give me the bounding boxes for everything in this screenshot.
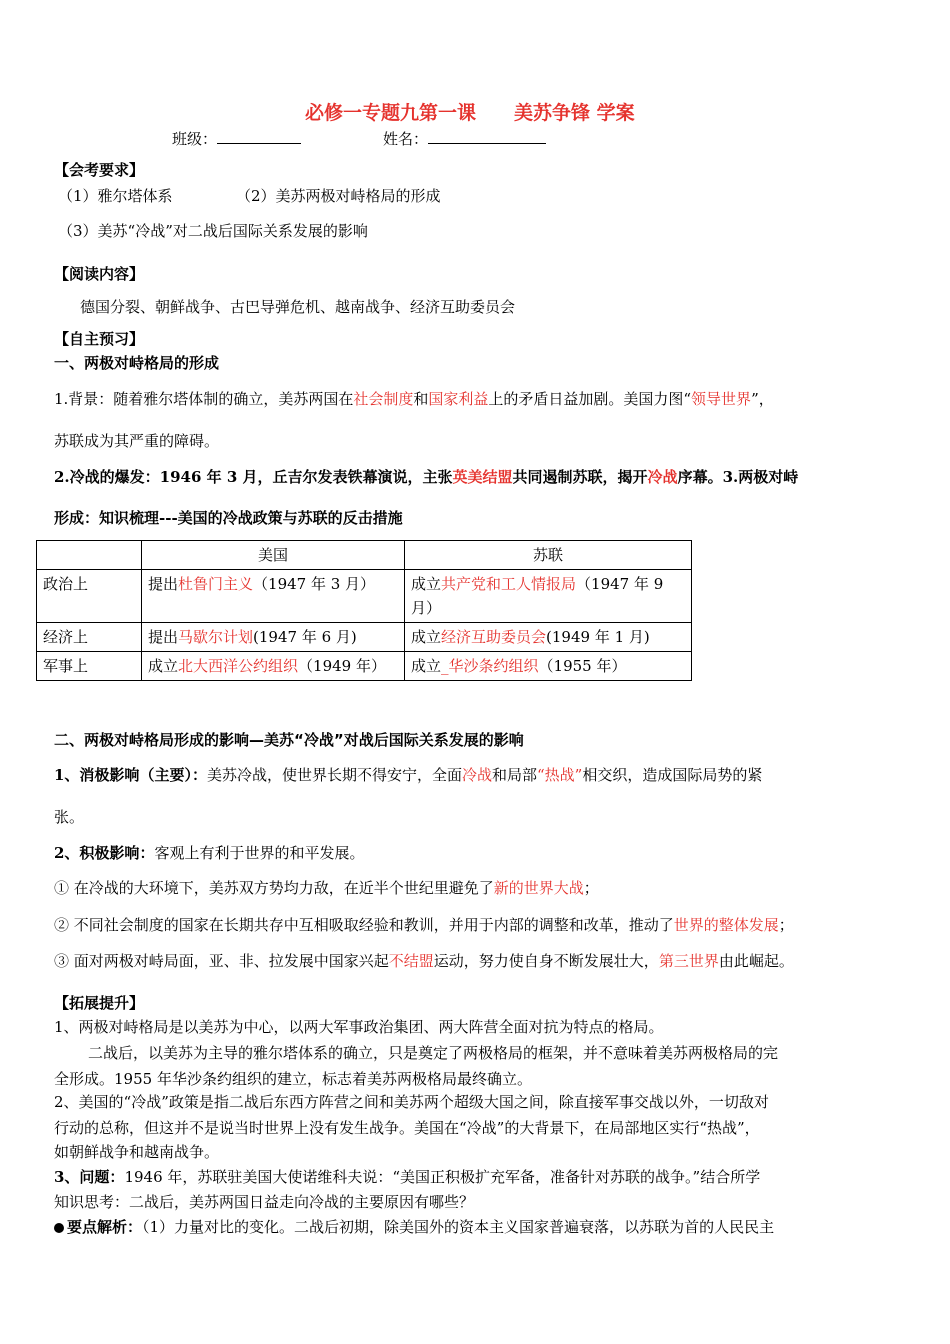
name-label: 姓名： bbox=[383, 130, 429, 148]
table-row bbox=[37, 652, 692, 681]
extend-line: 行动的总称，但这并不是说当时世界上没有发生战争。美国在“冷战”的大背景下，在局部地区实行“热战”， bbox=[54, 1119, 760, 1137]
extend-heading: 【拓展提升】 bbox=[54, 994, 145, 1012]
key-points-line: 要点解析：（1）力量对比的变化。二战后初期，除美国外的资本主义国家普遍衰落，以苏联为首的人民民主 bbox=[54, 1216, 774, 1237]
su-cell: 成立经济互助委员会(1949 年 1 月) bbox=[405, 623, 692, 652]
negative-impact-line2: 张。 bbox=[54, 808, 85, 826]
background-paragraph: 1.背景：随着雅尔塔体制的确立，美苏两国在社会制度和国家利益上的矛盾日益加剧。美国力图“领导世界”， bbox=[54, 390, 774, 408]
extend-line: 1、两极对峙格局是以美苏为中心，以两大军事政治集团、两大阵营全面对抗为特点的格局。 bbox=[54, 1018, 664, 1036]
class-blank[interactable] bbox=[217, 129, 301, 144]
positive-point-3: ③ 面对两极对峙局面，亚、非、拉发展中国家兴起不结盟运动，努力使自身不断发展壮大，第三世界由此崛起。 bbox=[54, 952, 794, 970]
class-field bbox=[172, 128, 301, 149]
bullet-icon bbox=[54, 1223, 64, 1233]
us-cell: 提出杜鲁门主义（1947 年 3 月） bbox=[142, 570, 405, 623]
reading-heading: 【阅读内容】 bbox=[54, 265, 145, 283]
positive-impact-line: 2、积极影响：客观上有利于世界的和平发展。 bbox=[54, 844, 365, 862]
formation-line: 形成：知识梳理---美国的冷战政策与苏联的反击措施 bbox=[54, 509, 403, 527]
positive-point-2: ② 不同社会制度的国家在长期共存中互相吸取经验和教训，并用于内部的调整和改革，推动了世界的整体发展； bbox=[54, 916, 794, 934]
question-line: 3、问题：1946 年，苏联驻美国大使诺维科夫说：“美国正积极扩充军备，准备针对苏联的战争。”结合所学 bbox=[54, 1168, 761, 1186]
extend-line: 2、美国的“冷战”政策是指二战后东西方阵营之间和美苏两个超级大国之间，除直接军事交战以外，一切敌对 bbox=[54, 1093, 769, 1111]
exam-item-1: （1）雅尔塔体系 bbox=[58, 187, 173, 205]
name-blank[interactable] bbox=[428, 129, 546, 144]
extend-line: 如朝鲜战争和越南战争。 bbox=[54, 1143, 220, 1161]
name-field bbox=[383, 128, 546, 149]
header-us: 美国 bbox=[142, 541, 405, 570]
extend-line: 全形成。1955 年华沙条约组织的建立，标志着美苏两极格局最终确立。 bbox=[54, 1070, 532, 1088]
section-2-title: 二、两极对峙格局形成的影响—美苏“冷战”对战后国际关系发展的影响 bbox=[54, 731, 524, 749]
negative-impact-paragraph: 1、消极影响（主要）：美苏冷战，使世界长期不得安宁，全面冷战和局部“热战”相交织，造成国际局势的紧 bbox=[54, 766, 763, 784]
policy-comparison-table bbox=[36, 540, 692, 681]
table-row bbox=[37, 570, 692, 623]
header-su: 苏联 bbox=[405, 541, 692, 570]
table-row bbox=[37, 623, 692, 652]
exam-heading: 【会考要求】 bbox=[54, 161, 145, 179]
background-paragraph-line2: 苏联成为其严重的障碍。 bbox=[54, 432, 220, 450]
class-label: 班级： bbox=[172, 130, 218, 148]
cold-war-outbreak-paragraph: 2.冷战的爆发：1946 年 3 月，丘吉尔发表铁幕演说，主张英美结盟共同遏制苏联，揭开冷战序幕。3.两极对峙 bbox=[54, 468, 799, 486]
su-cell: 成立_华沙条约组织（1955 年） bbox=[405, 652, 692, 681]
exam-item-3: （3）美苏“冷战”对二战后国际关系发展的影响 bbox=[58, 222, 368, 240]
question-line-2: 知识思考：二战后，美苏两国日益走向冷战的主要原因有哪些？ bbox=[54, 1193, 475, 1211]
table-header-row bbox=[37, 541, 692, 570]
us-cell: 提出马歇尔计划(1947 年 6 月) bbox=[142, 623, 405, 652]
reading-text: 德国分裂、朝鲜战争、古巴导弹危机、越南战争、经济互助委员会 bbox=[80, 298, 516, 316]
row-label: 政治上 bbox=[37, 570, 142, 623]
positive-point-1: ① 在冷战的大环境下，美苏双方势均力敌，在近半个世纪里避免了新的世界大战； bbox=[54, 879, 599, 897]
exam-item-2: （2）美苏两极对峙格局的形成 bbox=[236, 187, 441, 205]
su-cell: 成立共产党和工人情报局（1947 年 9 月） bbox=[405, 570, 692, 623]
section-1-title: 一、两极对峙格局的形成 bbox=[54, 354, 220, 372]
row-label: 军事上 bbox=[37, 652, 142, 681]
preview-heading: 【自主预习】 bbox=[54, 330, 145, 348]
us-cell: 成立北大西洋公约组织（1949 年） bbox=[142, 652, 405, 681]
row-label: 经济上 bbox=[37, 623, 142, 652]
extend-line: 二战后，以美苏为主导的雅尔塔体系的确立，只是奠定了两极格局的框架，并不意味着美苏两极格局的完 bbox=[88, 1044, 779, 1062]
document-title: 必修一专题九第一课 美苏争锋 学案 bbox=[305, 102, 635, 124]
